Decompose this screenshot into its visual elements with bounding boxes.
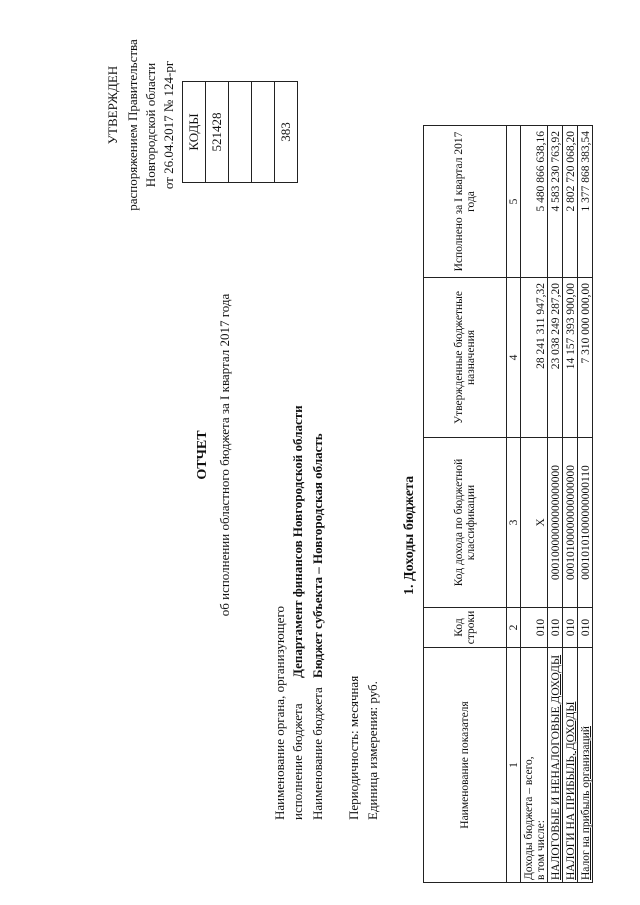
- row-income-code: 00010101000000000110: [578, 438, 593, 608]
- approval-line-1: распоряжением Правительства: [125, 39, 140, 211]
- row-income-code: X: [521, 438, 548, 608]
- col-number-2: 2: [507, 608, 521, 648]
- row-line-code: 010: [548, 608, 563, 648]
- row-name: НАЛОГОВЫЕ И НЕНАЛОГОВЫЕ ДОХОДЫ: [548, 648, 563, 883]
- table-row: [548, 126, 563, 883]
- header-executed: Исполнено за I квартал 2017 года: [424, 126, 507, 278]
- codes-table: [182, 81, 298, 183]
- row-line-code: 010: [578, 608, 593, 648]
- table-row: [563, 126, 578, 883]
- row-executed: 1 377 868 383,54: [578, 126, 593, 278]
- row-line-code: 010: [563, 608, 578, 648]
- table-row: [578, 126, 593, 883]
- approval-line-2: Новгородской области: [143, 62, 158, 188]
- row-executed: 4 583 230 763,92: [548, 126, 563, 278]
- row-name: [521, 648, 548, 883]
- table-row: [521, 126, 548, 883]
- approval-line-3: от 26.04.2017 № 124-рг: [161, 60, 176, 190]
- section-title: 1. Доходы бюджета: [402, 475, 417, 595]
- row-executed: 5 480 866 638,16: [521, 126, 548, 278]
- budget-value: Бюджет субъекта – Новгородская область: [310, 433, 325, 678]
- report-title: ОТЧЕТ: [195, 430, 210, 480]
- row-approved: 14 157 393 900,00: [563, 278, 578, 438]
- row-name-sub: в том числе:: [535, 820, 547, 880]
- col-number-4: 4: [507, 278, 521, 438]
- row-name-main: Доходы бюджета – всего,: [523, 756, 535, 880]
- header-approved: Утвержденные бюджетные назначения: [424, 278, 507, 438]
- org-label-2: исполнение бюджета: [290, 703, 305, 820]
- income-table: [423, 125, 593, 883]
- code-empty-2: [252, 82, 275, 183]
- periodicity: Периодичность: месячная: [346, 675, 361, 820]
- code-empty-1: [229, 82, 252, 183]
- row-line-code: 010: [521, 608, 548, 648]
- row-approved: 28 241 311 947,32: [521, 278, 548, 438]
- col-number-5: 5: [507, 126, 521, 278]
- header-income-code: Код дохода по бюджетной классификации: [424, 438, 507, 608]
- report-subtitle: об исполнении областного бюджета за I квартал 2017 года: [217, 293, 232, 617]
- unit-of-measure: Единица измерения: руб.: [365, 681, 380, 820]
- row-income-code: 00010100000000000000: [563, 438, 578, 608]
- header-indicator-name: Наименование показателя: [424, 648, 507, 883]
- approval-heading: УТВЕРЖДЕН: [105, 65, 120, 145]
- code-okei: 383: [275, 82, 298, 183]
- row-income-code: 00010000000000000000: [548, 438, 563, 608]
- col-number-3: 3: [507, 438, 521, 608]
- row-name: НАЛОГИ НА ПРИБЫЛЬ, ДОХОДЫ: [563, 648, 578, 883]
- codes-header: КОДЫ: [183, 82, 206, 183]
- header-line-code: Код строки: [424, 608, 507, 648]
- org-value: Департамент финансов Новгородской области: [290, 405, 305, 678]
- budget-label: Наименование бюджета: [310, 687, 325, 820]
- row-name: Налог на прибыль организаций: [578, 648, 593, 883]
- col-number-1: 1: [507, 648, 521, 883]
- row-approved: 23 038 249 287,20: [548, 278, 563, 438]
- row-executed: 2 802 720 068,20: [563, 126, 578, 278]
- code-okpo: 521428: [206, 82, 229, 183]
- org-label-1: Наименование органа, организующего: [272, 606, 287, 820]
- row-approved: 7 310 000 000,00: [578, 278, 593, 438]
